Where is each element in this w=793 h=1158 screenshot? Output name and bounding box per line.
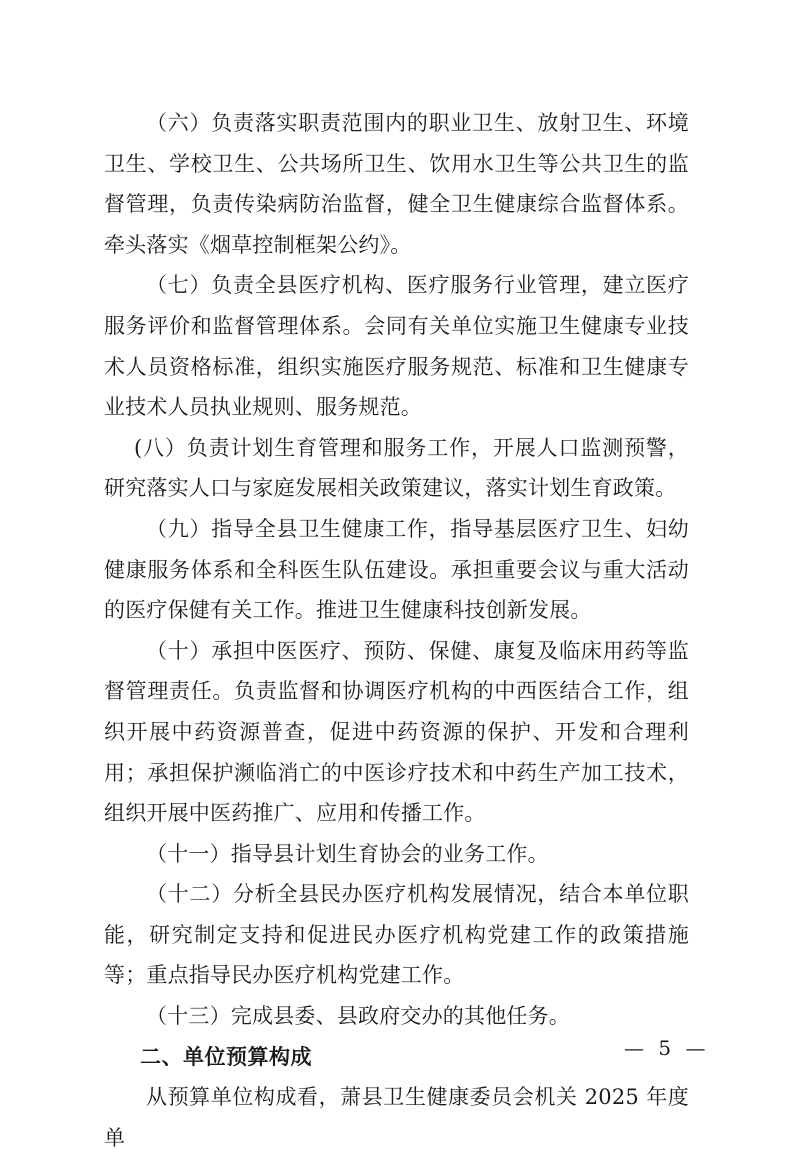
paragraph-item-6: （六）负责落实职责范围内的职业卫生、放射卫生、环境卫生、学校卫生、公共场所卫生、饮用水卫生等公共卫生的监督管理，负责传染病防治监督，健全卫生健康综合监督体系。牵头落实《烟草控制框架公约》。 [104, 111, 689, 257]
paragraph-item-10: （十）承担中医医疗、预防、保健、康复及临床用药等监督管理责任。负责监督和协调医疗机构的中西医结合工作，组织开展中药资源普查，促进中药资源的保护、开发和合理利用；承担保护濒临消亡的中医诊疗技术和中药生产加工技术，组织开展中医药推广、应用和传播工作。 [104, 638, 689, 826]
paragraph-item-11: （十一）指导县计划生育协会的业务工作。 [146, 841, 549, 866]
paragraph-item-7: （七）负责全县医疗机构、医疗服务行业管理，建立医疗服务评价和监督管理体系。会同有关单位实施卫生健康专业技术人员资格标准，组织实施医疗服务规范、标准和卫生健康专业技术人员执业规则、服务规范。 [104, 273, 689, 420]
page-number: — 5 — [624, 1036, 710, 1060]
paragraph-item-9: （九）指导全县卫生健康工作，指导基层医疗卫生、妇幼健康服务体系和全科医生队伍建设。承担重要会议与重大活动的医疗保健有关工作。推进卫生健康科技创新发展。 [104, 516, 689, 623]
paragraph-item-8: (八）负责计划生育管理和服务工作，开展人口监测预警，研究落实人口与家庭发展相关政策建议，落实计划生育政策。 [104, 435, 689, 501]
closing-paragraph: 从预算单位构成看，萧县卫生健康委员会机关 2025 年度单 [104, 1085, 689, 1150]
section-heading: 二、单位预算构成 [140, 1044, 312, 1069]
paragraph-item-13: （十三）完成县委、县政府交办的其他任务。 [146, 1004, 570, 1029]
paragraph-item-12: （十二）分析全县民办医疗机构发展情况，结合本单位职能，研究制定支持和促进民办医疗机构党建工作的政策措施等；重点指导民办医疗机构党建工作。 [104, 882, 689, 988]
document-body [104, 103, 689, 1158]
